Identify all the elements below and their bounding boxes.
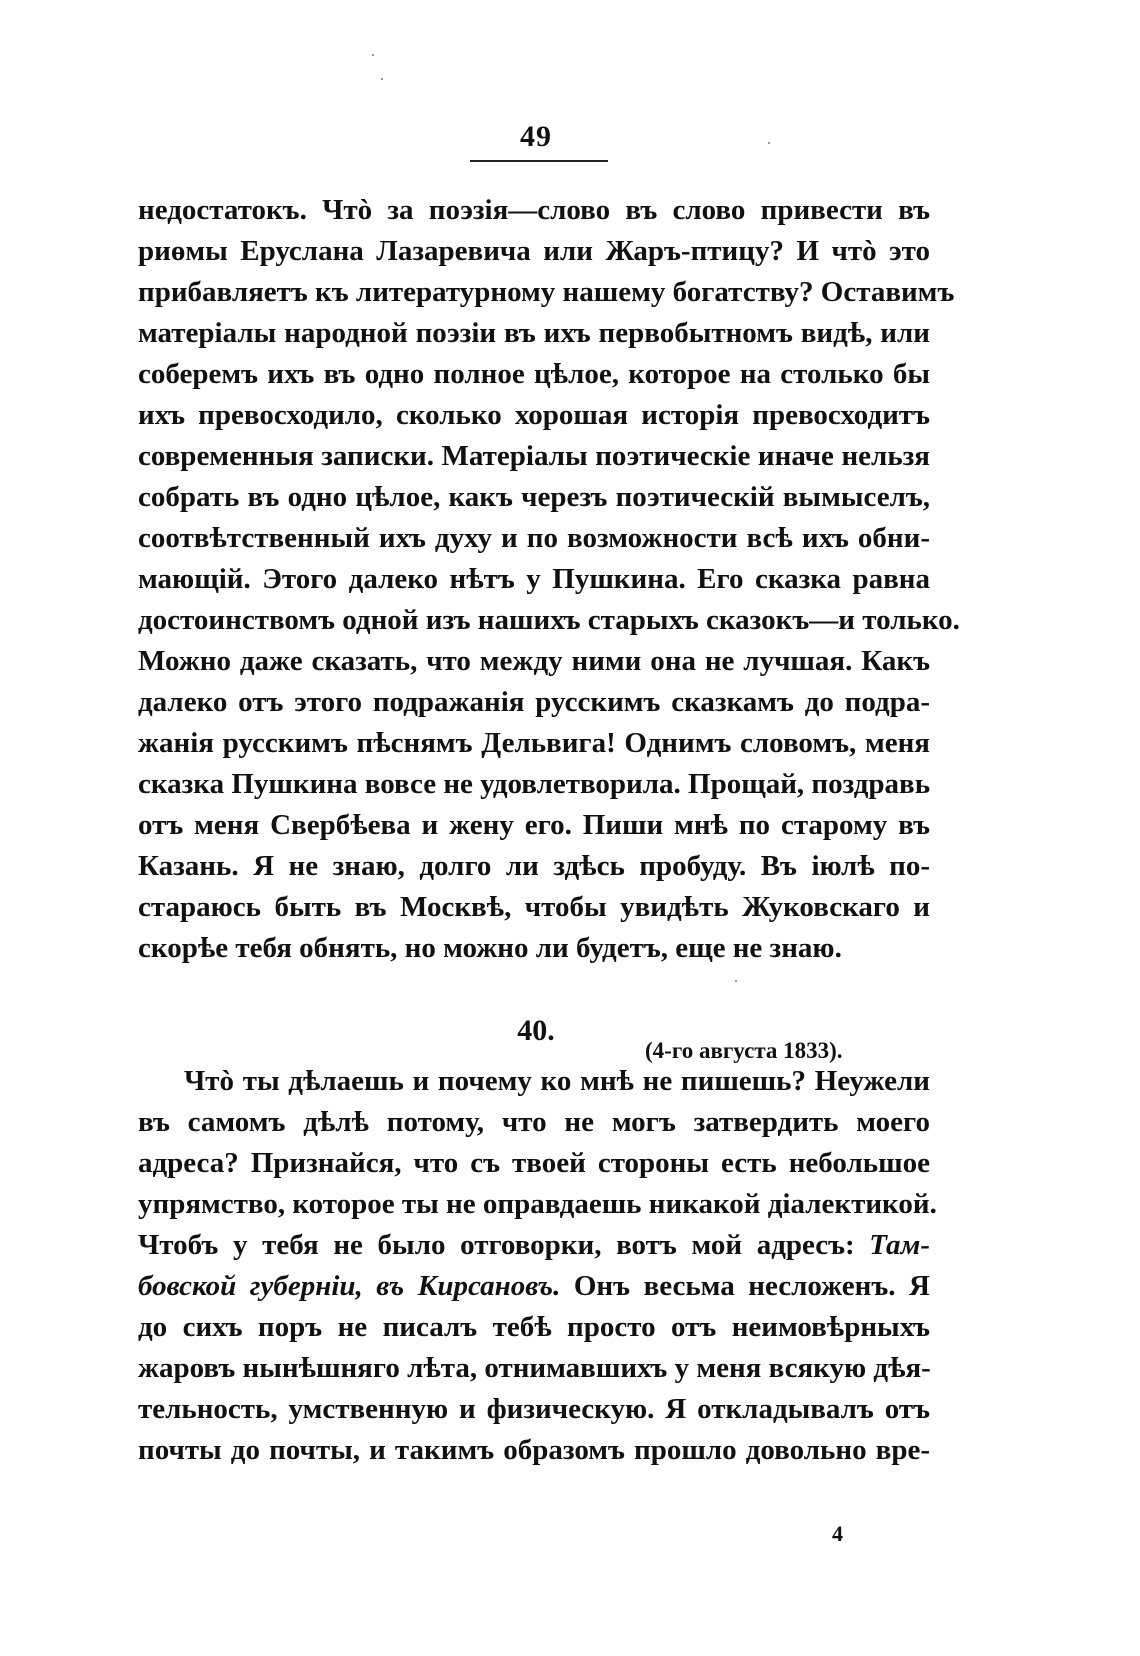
- text-line: адреса? Признайся, что съ твоей стороны есть небольшое: [138, 1147, 930, 1179]
- signature-mark: 4: [832, 1521, 843, 1546]
- text-line: недостатокъ. Чтò за поэзія—слово въ слово привести въ: [138, 194, 930, 226]
- letter-number: 40.: [517, 1014, 555, 1047]
- text-line: ихъ превосходило, сколько хорошая исторія превосходитъ: [138, 399, 930, 431]
- letter-39-continuation: [138, 190, 960, 969]
- text-line: риөмы Еруслана Лазаревича или Жаръ-птицу? И чтò это: [138, 235, 930, 267]
- text-line: скорѣе тебя обнять, но можно ли будетъ, еще не знаю.: [138, 932, 842, 964]
- address-fragment: бовской губерніи, въ Кирсановъ.: [138, 1270, 561, 1302]
- scan-speck: [735, 980, 737, 982]
- scan-speck: [381, 78, 383, 80]
- letter-40-body: [138, 1061, 937, 1471]
- letter-date: (4-го августа 1833).: [645, 1038, 843, 1063]
- text-line: [138, 1266, 930, 1307]
- text-line: Чтò ты дѣлаешь и почему ко мнѣ не пишешь? Неужели: [184, 1065, 930, 1097]
- text-line: соберемъ ихъ въ одно полное цѣлое, которое на столько бы: [138, 358, 930, 390]
- text-line: въ самомъ дѣлѣ потому, что не могъ затвердить моего: [138, 1106, 930, 1138]
- text-line: соотвѣтственный ихъ духу и по возможности всѣ ихъ обни-: [138, 522, 930, 554]
- scan-speck: [372, 54, 374, 56]
- text-line: матеріалы народной поэзіи въ ихъ первобытномъ видѣ, или: [138, 317, 930, 349]
- text-line: жанія русскимъ пѣснямъ Дельвига! Однимъ словомъ, меня: [138, 727, 930, 759]
- text-line: жаровъ нынѣшняго лѣта, отнимавшихъ у меня всякую дѣя-: [138, 1352, 931, 1384]
- text-line: Казань. Я не знаю, долго ли здѣсь пробуду. Въ іюлѣ по-: [138, 850, 930, 882]
- text-line: стараюсь быть въ Москвѣ, чтобы увидѣть Жуковскаго и: [138, 891, 930, 923]
- text-line: прибавляетъ къ литературному нашему богатству? Оставимъ: [138, 276, 955, 308]
- text-line: до сихъ поръ не писалъ тебѣ просто отъ неимовѣрныхъ: [138, 1311, 930, 1343]
- text-line: собрать въ одно цѣлое, какъ черезъ поэтическій вымыселъ,: [138, 481, 930, 513]
- text-line: почты до почты, и такимъ образомъ прошло довольно вре-: [138, 1434, 930, 1466]
- text-line: тельность, умственную и физическую. Я откладывалъ отъ: [138, 1393, 930, 1425]
- text-line: современныя записки. Матеріалы поэтическіе иначе нельзя: [138, 440, 930, 472]
- text-line: достоинствомъ одной изъ нашихъ старыхъ сказокъ—и только.: [138, 604, 960, 636]
- text-line: Можно даже сказать, что между ними она не лучшая. Какъ: [138, 645, 930, 677]
- text-line: упрямство, которое ты не оправдаешь никакой діалектикой.: [138, 1188, 937, 1220]
- text-line: отъ меня Свербѣева и жену его. Пиши мнѣ по старому въ: [138, 809, 930, 841]
- text-line: сказка Пушкина вовсе не удовлетворила. Прощай, поздравь: [138, 768, 931, 800]
- text-line: [138, 1225, 930, 1266]
- header-rule: [470, 160, 608, 162]
- text-fragment: Онъ весьма несложенъ. Я: [560, 1270, 931, 1302]
- text-fragment: Чтобъ у тебя не было отговорки, вотъ мой адресъ:: [138, 1229, 870, 1261]
- page-number: 49: [520, 120, 552, 153]
- address-fragment: Там-: [869, 1229, 930, 1261]
- text-line: мающій. Этого далеко нѣтъ у Пушкина. Его сказка равна: [138, 563, 930, 595]
- text-line: далеко отъ этого подражанія русскимъ сказкамъ до подра-: [138, 686, 930, 718]
- scan-speck: [768, 142, 770, 144]
